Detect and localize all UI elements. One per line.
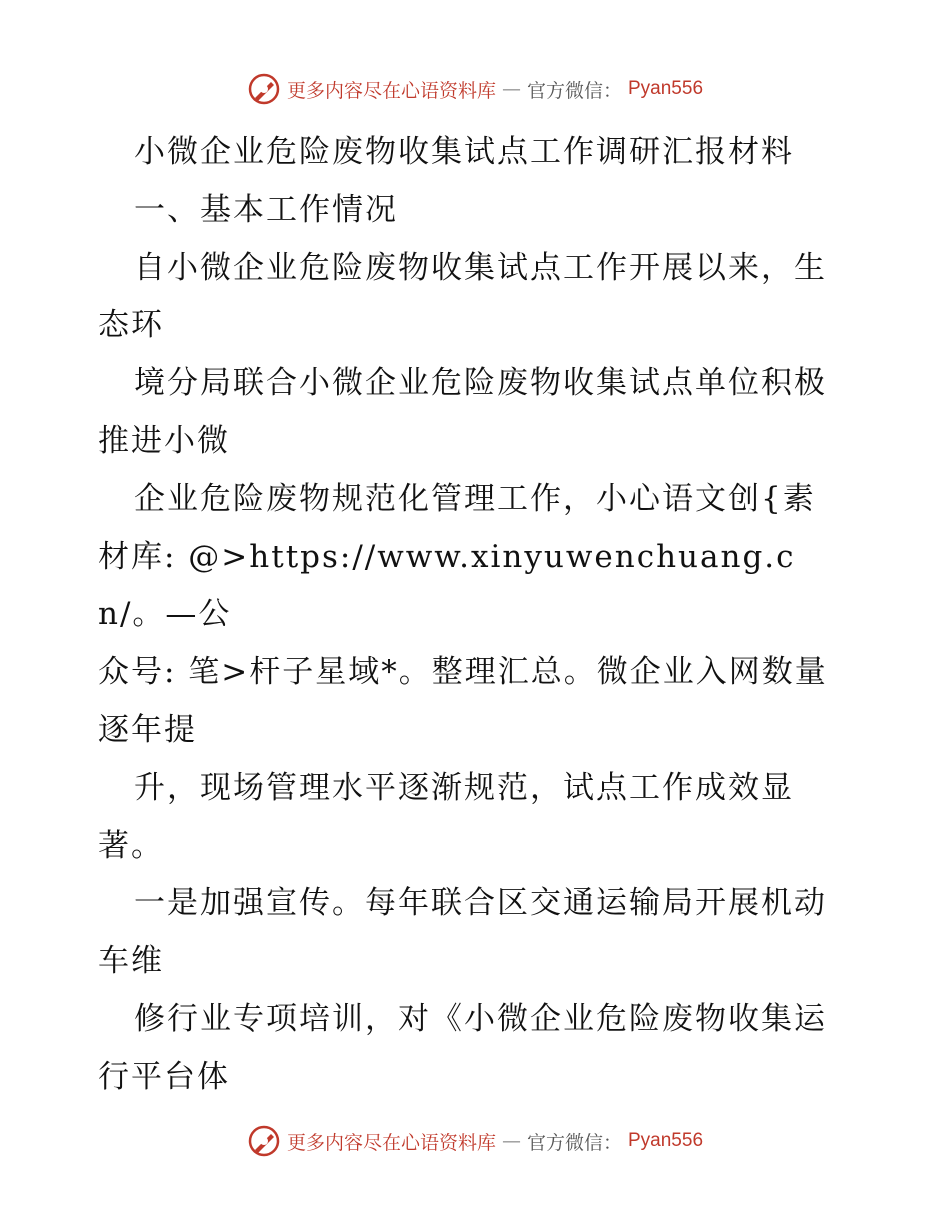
watermark-text: 更多内容尽在心语资料库	[286, 79, 496, 102]
watermark-separator: —	[501, 1130, 521, 1152]
pen-logo-icon	[247, 1124, 281, 1158]
document-title: 小微企业危险废物收集试点工作调研汇报材料	[134, 134, 794, 170]
watermark-text: 更多内容尽在心语资料库	[286, 1131, 496, 1154]
paragraph-line: 逐年提	[98, 711, 197, 748]
paragraph-line: 自小微企业危险废物收集试点工作开展以来，生	[134, 249, 827, 286]
paragraph-line: 行平台体	[98, 1058, 230, 1095]
section-heading: 一、基本工作情况	[134, 191, 398, 228]
paragraph-line: 升，现场管理水平逐渐规范，试点工作成效显	[134, 769, 794, 806]
paragraph-line: 一是加强宣传。每年联合区交通运输局开展机动	[134, 885, 827, 922]
watermark-wechat-id: Pyan556	[628, 1130, 704, 1151]
paragraph-line: 著。	[98, 827, 164, 864]
document-body	[98, 124, 858, 1107]
paragraph-line: 修行业专项培训，对《小微企业危险废物收集运	[134, 1000, 827, 1037]
paragraph-line: 态环	[98, 307, 164, 344]
watermark-separator: —	[501, 78, 521, 100]
watermark-label: 官方微信：	[526, 1131, 622, 1154]
paragraph-line: 车维	[98, 943, 164, 980]
watermark-wechat-id: Pyan556	[628, 78, 704, 99]
paragraph-line: 众号: 笔>杆子星域*。整理汇总。微企业入网数量	[98, 654, 828, 691]
watermark-label: 官方微信：	[526, 79, 622, 102]
paragraph-line: 企业危险废物规范化管理工作，小心语文创{素	[134, 480, 816, 517]
pen-logo-icon	[247, 72, 281, 106]
footer-watermark	[0, 1124, 950, 1158]
header-watermark	[0, 72, 950, 106]
paragraph-line: 推进小微	[98, 422, 230, 459]
paragraph-line: 境分局联合小微企业危险废物收集试点单位积极	[134, 365, 827, 402]
paragraph-line: 材库: @>https://www.xinyuwenchuang.cn/。—公	[98, 538, 796, 633]
